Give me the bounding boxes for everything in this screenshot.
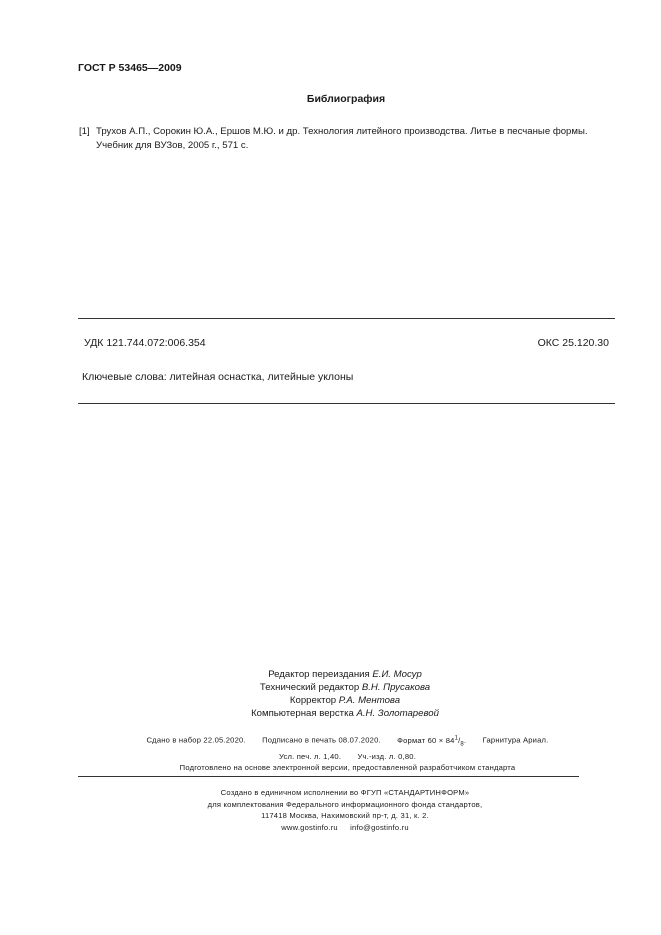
credit-editor-name: Е.И. Мосур xyxy=(372,669,422,680)
credit-tech-editor xyxy=(190,681,500,694)
keywords: Ключевые слова: литейная оснастка, литейные уклоны xyxy=(82,371,354,383)
credit-corrector-name: Р.А. Ментова xyxy=(338,695,401,706)
credit-corrector-label: Корректор xyxy=(289,695,337,706)
credit-corrector xyxy=(190,694,500,707)
divider-imprint xyxy=(78,776,579,777)
imprint-block xyxy=(100,733,595,774)
imprint-prepared: Подготовлено на основе электронной версии, предоставленной разработчиком стандарта xyxy=(179,763,516,773)
credit-layout xyxy=(190,707,500,720)
imprint-print-sheets: Усл. печ. л. 1,40. xyxy=(278,751,342,761)
credit-layout-label: Компьютерная верстка xyxy=(251,708,354,719)
publisher-contacts xyxy=(150,822,540,834)
publisher-line-2: для комплектования Федерального информационного фонда стандартов, xyxy=(207,799,483,809)
bibliography-item xyxy=(79,125,619,153)
imprint-typeface: Гарнитура Ариал. xyxy=(482,735,549,745)
bibliography-item-text: Трухов А.П., Сорокин Ю.А., Ершов М.Ю. и др. Технология литейного производства. Литье в песчаные формы. Учебник для ВУЗов, 2005 г., 571 с. xyxy=(96,126,588,151)
bibliography-title: Библиография xyxy=(306,93,386,105)
publisher-line-1: Создано в единичном исполнении во ФГУП «СТАНДАРТИНФОРМ» xyxy=(220,788,470,797)
credit-tech-editor-label: Технический редактор xyxy=(259,682,360,693)
publisher-line-3: 117418 Москва, Нахимовский пр-т, д. 31, к. 2. xyxy=(261,811,429,820)
publisher-email-link[interactable]: info@gostinfo.ru xyxy=(350,822,409,832)
document-id: ГОСТ Р 53465—2009 xyxy=(78,62,182,74)
imprint-submitted: Сдано в набор 22.05.2020. xyxy=(146,735,246,745)
credit-layout-name: А.Н. Золотаревой xyxy=(356,708,439,719)
credits-block xyxy=(190,668,500,720)
imprint-publish-sheets: Уч.-изд. л. 0,80. xyxy=(357,751,417,761)
divider-top xyxy=(78,318,615,319)
publisher-block xyxy=(150,787,540,833)
credit-tech-editor-name: В.Н. Прусакова xyxy=(361,682,431,693)
oks-code: ОКС 25.120.30 xyxy=(537,337,609,349)
divider-bottom xyxy=(78,403,615,404)
bibliography-item-number: [1] xyxy=(79,126,90,137)
udk-code: УДК 121.744.072:006.354 xyxy=(84,337,206,349)
imprint-line-1 xyxy=(100,733,595,751)
credit-editor xyxy=(190,668,500,681)
publisher-website-link[interactable]: www.gostinfo.ru xyxy=(281,822,338,832)
imprint-signed: Подписано в печать 08.07.2020. xyxy=(262,735,381,745)
imprint-format: Формат $60 \times 84^1/_8$. xyxy=(397,735,467,748)
credit-editor-label: Редактор переиздания xyxy=(268,669,370,680)
imprint-line-2 xyxy=(100,751,595,763)
